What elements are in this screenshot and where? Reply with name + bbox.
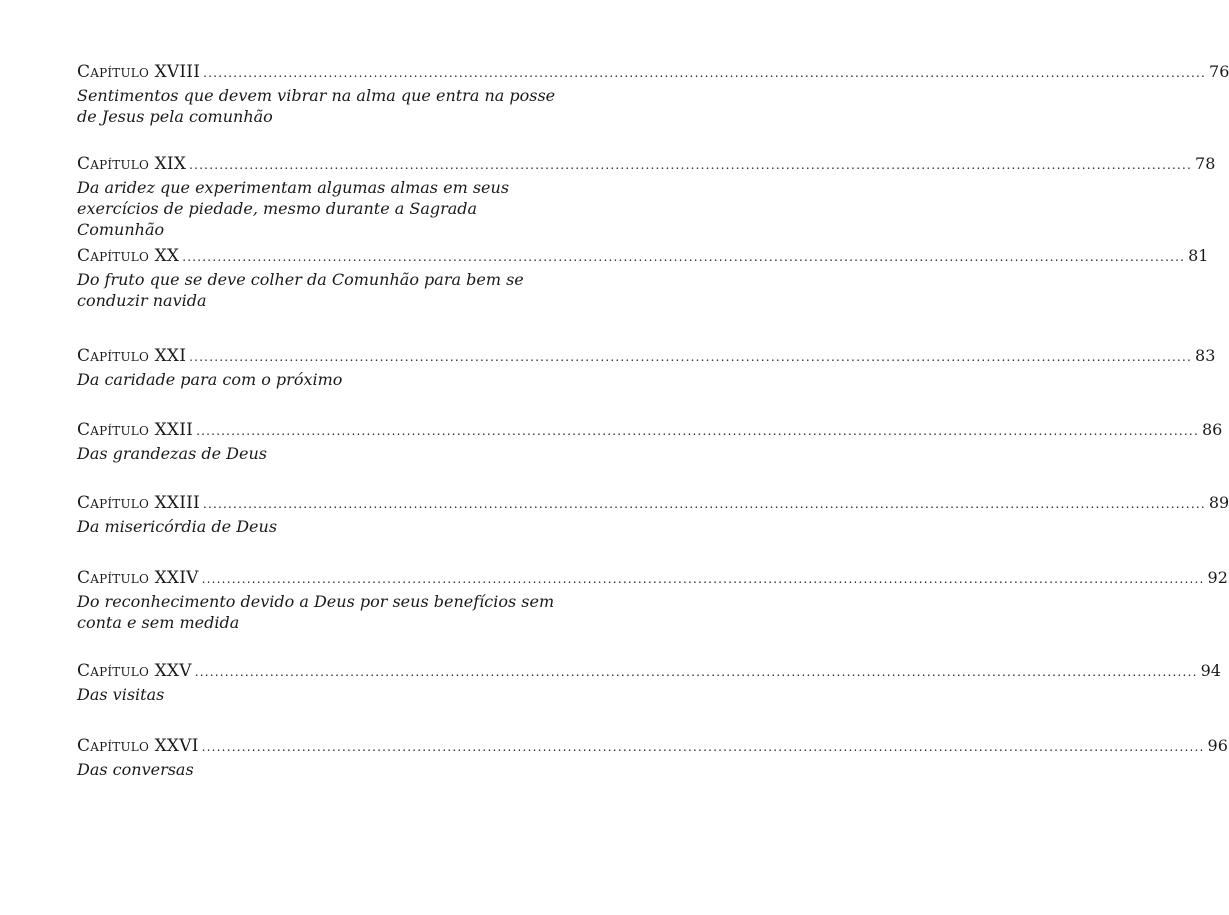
toc-line: [77, 734, 1228, 759]
toc-line: [77, 152, 1216, 177]
chapter-description: Da caridade para com o próximo: [77, 370, 343, 389]
toc-line: [77, 659, 1221, 684]
chapter-description: Das visitas: [77, 685, 165, 704]
page-number: 96: [1207, 736, 1228, 755]
chapter-description: Do fruto que se deve colher da Comunhão para bem se conduzir navida: [77, 270, 524, 310]
page-number: 89: [1208, 493, 1229, 512]
toc-line: [77, 60, 1229, 85]
chapter-description: Da misericórdia de Deus: [77, 517, 278, 536]
chapter-description: Do reconhecimento devido a Deus por seus benefícios sem conta e sem medida: [77, 592, 555, 632]
toc-line: [77, 344, 1216, 369]
chapter-title: Capítulo XX: [77, 246, 180, 266]
chapter-title: Capítulo XVIII: [77, 62, 201, 82]
dot-leader: ........................................................................................................................................................................................................: [189, 350, 1193, 364]
dot-leader: ........................................................................................................................................................................................................: [196, 424, 1199, 438]
toc-line: [77, 244, 1209, 269]
chapter-description: Sentimentos que devem vibrar na alma que entra na posse de Jesus pela comunhão: [77, 86, 556, 126]
chapter-title: Capítulo XXVI: [77, 736, 199, 756]
toc-entry: [77, 491, 1229, 537]
toc-entry: [77, 60, 1229, 127]
page-number: 78: [1195, 154, 1216, 173]
dot-leader: ........................................................................................................................................................................................................: [202, 497, 1206, 511]
toc-entry: [77, 659, 1221, 705]
chapter-title: Capítulo XIX: [77, 154, 187, 174]
page-number: 92: [1207, 568, 1228, 587]
dot-leader: ........................................................................................................................................................................................................: [203, 66, 1207, 80]
toc-line: [77, 566, 1228, 591]
chapter-title: Capítulo XXV: [77, 661, 192, 681]
dot-leader: ........................................................................................................................................................................................................: [182, 250, 1186, 264]
chapter-title: Capítulo XXIV: [77, 568, 199, 588]
toc-entry: [77, 566, 1228, 633]
chapter-title: Capítulo XXII: [77, 420, 194, 440]
toc-entry: [77, 344, 1216, 390]
page-number: 76: [1209, 62, 1229, 81]
toc-line: [77, 418, 1223, 443]
chapter-title: Capítulo XXI: [77, 346, 187, 366]
chapter-description: Das conversas: [77, 760, 194, 779]
toc-entry: [77, 152, 1216, 240]
chapter-title: Capítulo XXIII: [77, 493, 200, 513]
page-number: 86: [1201, 420, 1223, 439]
dot-leader: ........................................................................................................................................................................................................: [189, 158, 1193, 172]
toc-entry: [77, 418, 1223, 464]
dot-leader: ........................................................................................................................................................................................................: [201, 740, 1205, 754]
dot-leader: ........................................................................................................................................................................................................: [201, 572, 1205, 586]
page-number: 83: [1195, 346, 1216, 365]
dot-leader: ........................................................................................................................................................................................................: [194, 665, 1198, 679]
chapter-description: Da aridez que experimentam algumas almas em seus exercícios de piedade, mesmo durante a Sagrada Comunhão: [77, 178, 510, 239]
page-number: 81: [1188, 246, 1209, 265]
chapter-description: Das grandezas de Deus: [77, 444, 267, 463]
toc-line: [77, 491, 1229, 516]
page-number: 94: [1200, 661, 1221, 680]
toc-entry: [77, 244, 1209, 311]
toc-entry: [77, 734, 1228, 780]
